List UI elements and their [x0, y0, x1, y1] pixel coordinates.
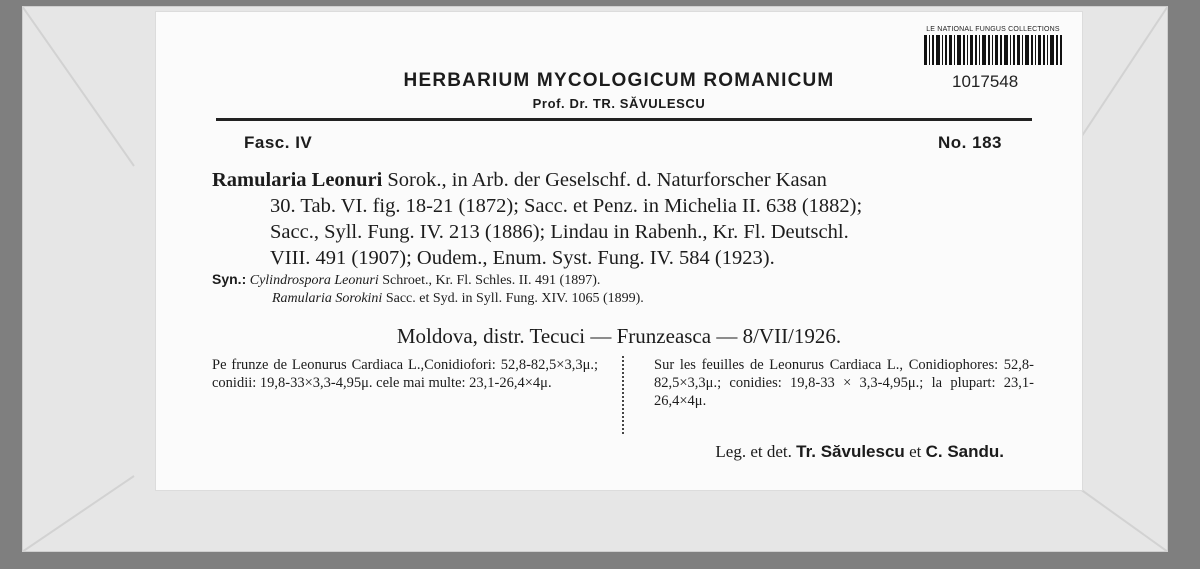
species-name: Ramularia Leonuri	[212, 169, 383, 191]
barcode-number: 1017548	[952, 72, 1019, 91]
species-references	[212, 167, 1038, 271]
synonyms-block	[212, 270, 1038, 308]
synonym-line-2	[212, 290, 1038, 308]
collectors-conjunction: et	[909, 442, 922, 461]
species-ref-1: Sorok., in Arb. der Geselschf. d. Naturforscher Kasan	[387, 169, 827, 191]
synonym-1-name: Cylindrospora Leonuri	[249, 273, 379, 288]
species-ref-4: VIII. 491 (1907); Oudem., Enum. Syst. Fung. IV. 584 (1923).	[270, 247, 775, 269]
collector-2: C. Sandu.	[925, 442, 1004, 461]
herbarium-subtitle: Prof. Dr. TR. SĂVULESCU	[532, 96, 706, 111]
herbarium-label	[156, 12, 1082, 490]
species-ref-3: Sacc., Syll. Fung. IV. 213 (1886); Lindau in Rabenh., Kr. Fl. Deutschl.	[270, 221, 849, 243]
species-ref-2: 30. Tab. VI. fig. 18-21 (1872); Sacc. et Penz. in Michelia II. 638 (1882);	[270, 195, 863, 217]
description-french	[654, 356, 1034, 410]
species-line-1	[212, 167, 1038, 193]
fascicle-label: Fasc. IV	[244, 133, 313, 152]
envelope-background	[22, 6, 1168, 552]
column-divider	[622, 356, 624, 434]
synonym-line-1	[212, 270, 1038, 290]
description-french-text: Sur les feuilles de Leonurus Cardiaca L., Conidiophores: 52,8-82,5×3,3μ.; conidies: 19,8-33 × 3,3-4,95μ.; la plupart: 23,1-26,4×4μ.	[654, 357, 1034, 409]
specimen-number: No. 183	[938, 133, 1002, 152]
collection-locality: Moldova, distr. Tecuci — Frunzeasca — 8/VII/1926.	[396, 324, 842, 348]
synonym-2-ref: Sacc. et Syd. in Syll. Fung. XIV. 1065 (1899).	[385, 291, 644, 306]
barcode-image	[922, 35, 1064, 65]
collectors-prefix: Leg. et det.	[715, 442, 792, 461]
herbarium-title: HERBARIUM MYCOLOGICUM ROMANICUM	[403, 70, 835, 91]
synonym-2-name: Ramularia Sorokini	[272, 291, 383, 306]
description-romanian-text: Pe frunze de Leonurus Cardiaca L.,Conidiofori: 52,8-82,5×3,3μ.; conidii: 19,8-33×3,3-4,95μ. cele mai multe: 23,1-26,4×4μ.	[212, 357, 598, 391]
description-romanian	[212, 356, 598, 392]
synonyms-label: Syn.:	[212, 271, 247, 287]
collectors-line	[715, 442, 1004, 462]
collector-1: Tr. Săvulescu	[796, 442, 905, 461]
synonym-1-ref: Schroet., Kr. Fl. Schles. II. 491 (1897).	[382, 273, 601, 288]
header-rule	[216, 118, 1032, 121]
barcode-caption: LE NATIONAL FUNGUS COLLECTIONS	[926, 26, 1060, 33]
